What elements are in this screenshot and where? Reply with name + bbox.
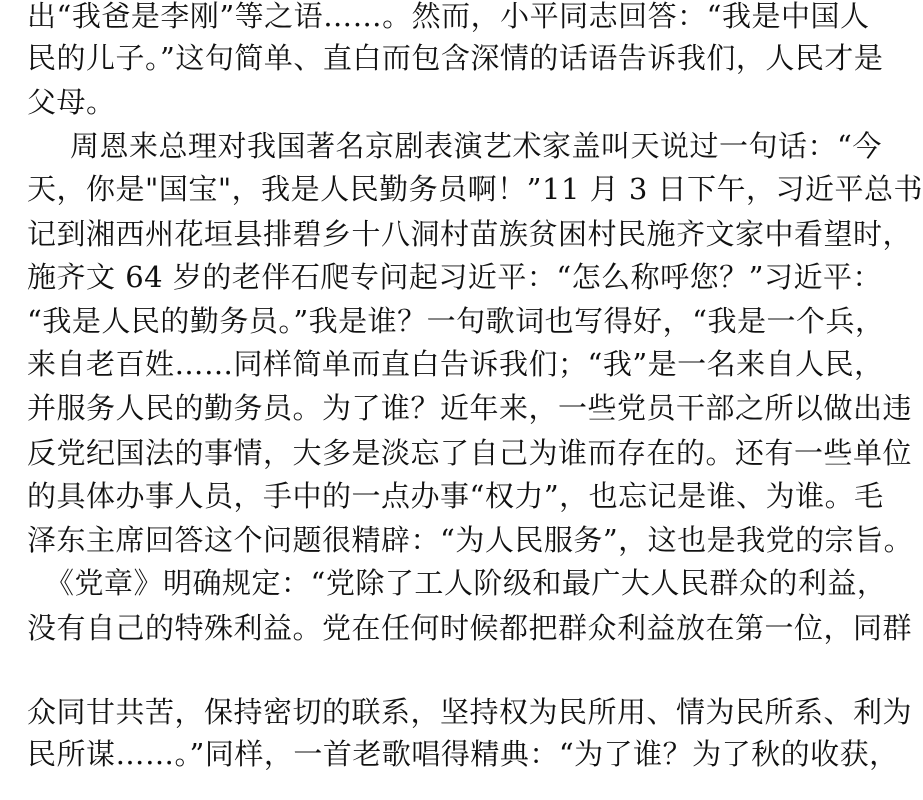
- text-line: 反党纪国法的事情，大多是淡忘了自己为谁而存在的。还有一些单位: [27, 436, 913, 470]
- text-line: 民所谋……。”同样，一首老歌唱得精典：“为了谁？为了秋的收获，: [27, 737, 899, 771]
- text-line: 民的儿子。”这句简单、直白而包含深情的话语告诉我们，人民才是: [27, 41, 884, 75]
- text-line: 来自老百姓……同样简单而直白告诉我们；“我”是一名来自人民，: [27, 347, 884, 381]
- text-line: “我是人民的勤务员。”我是谁？一句歌词也写得好，“我是一个兵，: [27, 304, 885, 338]
- text-line: 天，你是"国宝"，我是人民勤务员啊！”11 月 3 日下午，习近平总书: [27, 172, 923, 206]
- paragraph-first-line: 周恩来总理对我国著名京剧表演艺术家盖叫天说过一句话：“今: [70, 129, 882, 163]
- paragraph-first-line: 《党章》明确规定：“党除了工人阶级和最广大人民群众的利益，: [45, 566, 887, 600]
- text-line: 记到湘西州花垣县排碧乡十八洞村苗族贫困村民施齐文家中看望时，: [27, 217, 913, 251]
- text-line: 泽东主席回答这个问题很精辟：“为人民服务”，这也是我党的宗旨。: [27, 523, 914, 557]
- text-line: 出“我爸是李刚”等之语……。然而，小平同志回答：“我是中国人: [27, 0, 870, 33]
- text-line: 的具体办事人员，手中的一点办事“权力”，也忘记是谁、为谁。毛: [27, 479, 884, 513]
- text-line: 并服务人民的勤务员。为了谁？近年来，一些党员干部之所以做出违: [27, 391, 913, 425]
- text-line: 父母。: [27, 85, 116, 119]
- text-line: 众同甘共苦，保持密切的联系，坚持权为民所用、情为民所系、利为: [27, 695, 913, 729]
- text-line: 没有自己的特殊利益。党在任何时候都把群众利益放在第一位，同群: [27, 611, 913, 645]
- text-line: 施齐文 64 岁的老伴石爬专问起习近平：“怎么称呼您？”习近平：: [27, 260, 882, 294]
